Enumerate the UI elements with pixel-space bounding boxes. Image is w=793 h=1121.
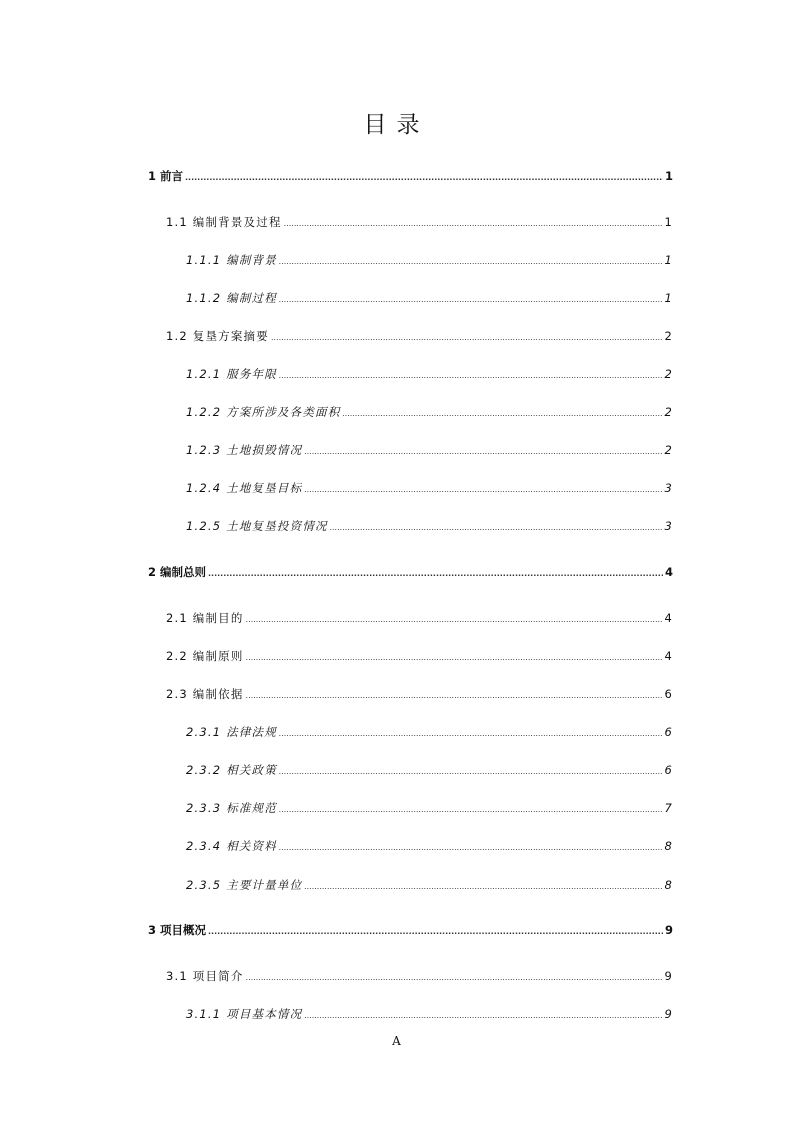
toc-entry-page: 6 [664, 725, 673, 739]
toc-leader-dots [304, 1005, 662, 1025]
toc-leader-dots [279, 723, 663, 743]
toc-entry-label: 1.2.4 土地复垦目标 [186, 481, 303, 495]
toc-leader-dots [304, 441, 662, 461]
toc-entry-page: 2 [664, 443, 673, 457]
toc-entry-page: 3 [664, 519, 673, 533]
toc-entry-page: 6 [664, 763, 673, 777]
toc-entry-page: 1 [664, 169, 673, 183]
toc-leader-dots [330, 517, 663, 537]
toc-leader-dots [208, 563, 663, 583]
toc-leader-dots [279, 289, 663, 309]
toc-leader-dots [284, 213, 663, 233]
toc-entry-label: 1.1.2 编制过程 [186, 291, 277, 305]
toc-entry-page: 8 [664, 878, 673, 892]
toc-entry-page: 1 [664, 291, 673, 305]
toc-entry-page: 8 [664, 839, 673, 853]
toc-entry-label: 1.1.1 编制背景 [186, 253, 277, 267]
toc-entry-label: 3.1.1 项目基本情况 [186, 1007, 303, 1021]
page-footer-number: A [392, 1034, 401, 1048]
toc-entry-label: 1.2.3 土地损毁情况 [186, 443, 303, 457]
toc-entry[interactable] [186, 799, 673, 817]
toc-entry-page: 9 [664, 923, 673, 937]
toc-leader-dots [279, 799, 663, 819]
toc-entry-page: 1 [664, 253, 673, 267]
toc-entry[interactable] [148, 563, 673, 581]
toc-leader-dots [279, 837, 663, 857]
toc-entry-label: 1.2.2 方案所涉及各类面积 [186, 405, 341, 419]
toc-leader-dots [304, 876, 662, 896]
toc-entry[interactable] [186, 1005, 673, 1023]
toc-entry[interactable] [186, 876, 673, 894]
page-title: 目录 [363, 112, 430, 138]
toc-entry-label: 2.2 编制原则 [166, 649, 244, 663]
toc-entry-page: 9 [664, 1007, 673, 1021]
toc-entry-page: 3 [664, 481, 673, 495]
toc-entry[interactable] [148, 167, 673, 185]
toc-entry[interactable] [166, 213, 673, 231]
toc-entry[interactable] [186, 441, 673, 459]
toc-entry-label: 2.3.3 标准规范 [186, 801, 277, 815]
toc-entry-label: 1.2.5 土地复垦投资情况 [186, 519, 328, 533]
toc-entry-page: 4 [664, 611, 673, 625]
toc-entry-page: 6 [664, 687, 673, 701]
toc-leader-dots [342, 403, 662, 423]
toc-entry-label: 2.3.5 主要计量单位 [186, 878, 303, 892]
toc-entry-label: 2.3.1 法律法规 [186, 725, 277, 739]
toc-leader-dots [246, 609, 663, 629]
toc-entry-page: 4 [664, 565, 673, 579]
toc-leader-dots [279, 761, 663, 781]
toc-entry-label: 3.1 项目简介 [166, 969, 244, 983]
toc-entry-label: 3 项目概况 [148, 923, 207, 937]
toc-entry-page: 4 [664, 649, 673, 663]
toc-entry[interactable] [166, 685, 673, 703]
toc-entry[interactable] [166, 647, 673, 665]
toc-entry[interactable] [186, 761, 673, 779]
toc-leader-dots [208, 921, 663, 941]
toc-leader-dots [185, 167, 663, 187]
toc-entry[interactable] [186, 403, 673, 421]
toc-entry-page: 2 [664, 405, 673, 419]
toc-entry[interactable] [166, 609, 673, 627]
toc-leader-dots [246, 647, 663, 667]
toc-leader-dots [246, 967, 663, 987]
toc-entry-label: 2.3 编制依据 [166, 687, 244, 701]
toc-entry[interactable] [186, 365, 673, 383]
toc-entry[interactable] [186, 723, 673, 741]
toc-leader-dots [279, 365, 663, 385]
toc-entry-page: 7 [664, 801, 673, 815]
toc-entry[interactable] [186, 517, 673, 535]
toc-entry-page: 1 [664, 215, 673, 229]
toc-entry[interactable] [166, 967, 673, 985]
toc-entry-page: 2 [664, 367, 673, 381]
toc-entry[interactable] [186, 837, 673, 855]
toc-entry[interactable] [186, 479, 673, 497]
toc-entry-label: 2.3.4 相关资料 [186, 839, 277, 853]
toc-entry[interactable] [186, 251, 673, 269]
toc-entry-label: 1.2.1 服务年限 [186, 367, 277, 381]
toc-leader-dots [279, 251, 663, 271]
toc-leader-dots [304, 479, 662, 499]
toc-entry[interactable] [186, 289, 673, 307]
toc-entry[interactable] [148, 921, 673, 939]
toc-leader-dots [246, 685, 663, 705]
toc-entry-label: 1.2 复垦方案摘要 [166, 329, 269, 343]
toc-entry-label: 2.1 编制目的 [166, 611, 244, 625]
toc-entry[interactable] [166, 327, 673, 345]
toc-entry-page: 2 [664, 329, 673, 343]
toc-entry-label: 1 前言 [148, 169, 184, 183]
toc-entry-label: 2.3.2 相关政策 [186, 763, 277, 777]
toc-entry-label: 2 编制总则 [148, 565, 207, 579]
toc-entry-label: 1.1 编制背景及过程 [166, 215, 282, 229]
toc-entry-page: 9 [664, 969, 673, 983]
toc-leader-dots [271, 327, 663, 347]
